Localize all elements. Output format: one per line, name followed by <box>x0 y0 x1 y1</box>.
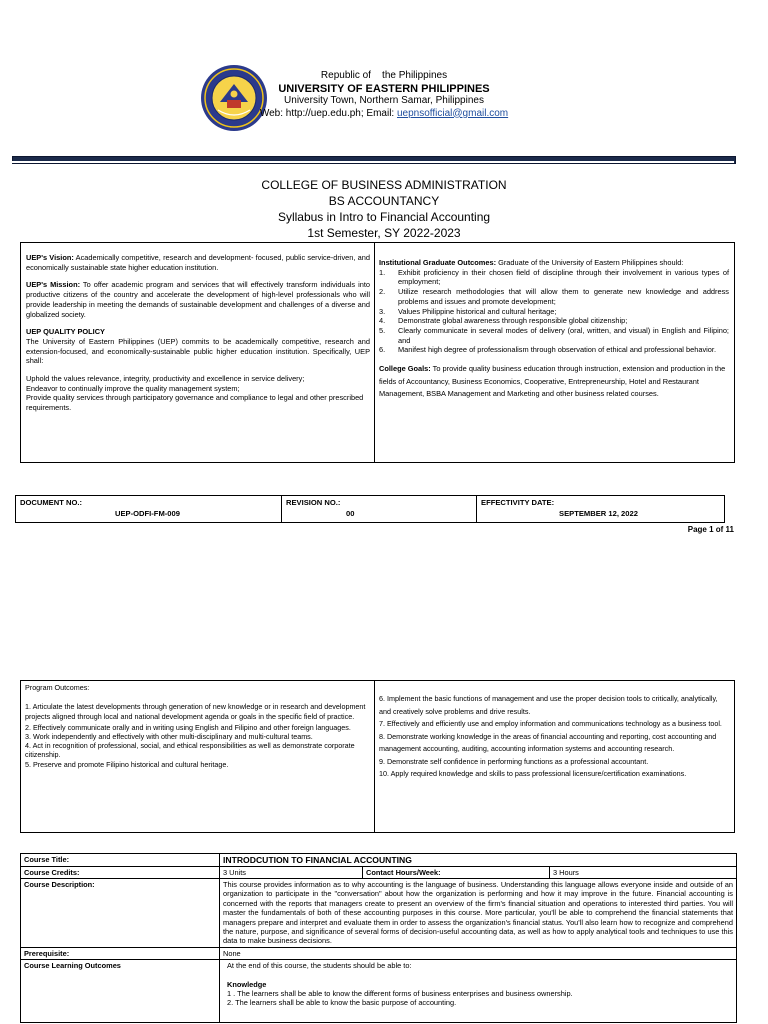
page-prefix: Page <box>687 525 710 534</box>
prerequisite-value: None <box>220 947 737 959</box>
program-outcomes-table <box>20 680 735 833</box>
program-outcome-item: 8. Demonstrate working knowledge in the areas of financial accounting and reporting, cost accounting and management accounting, auditing, accounting information systems and accounting research. <box>379 731 717 753</box>
item-text: Demonstrate global awareness through responsible global citizenship; <box>398 316 628 326</box>
program-outcome-item: 4. Act in recognition of professional, social, and ethical responsibilities as well as demonstrate corporate citizenship. <box>25 740 355 759</box>
vision-mission-table <box>20 242 735 463</box>
table-row <box>21 959 737 1022</box>
graduate-outcomes-intro <box>379 258 729 268</box>
item-number: 2. <box>379 287 386 297</box>
college-goals-paragraph <box>379 363 729 401</box>
college-title: COLLEGE OF BUSINESS ADMINISTRATION <box>261 178 507 192</box>
table-row <box>21 867 737 879</box>
university-header <box>0 70 768 120</box>
program-outcome-item: 7. Effectively and efficiently use and employ information and communications technology as a business tool. <box>379 719 722 728</box>
program-title: BS ACCOUNTANCY <box>328 194 440 208</box>
document-number-cell <box>16 496 282 522</box>
prerequisite-label: Prerequisite: <box>21 947 220 959</box>
item-text: Utilize research methodologies that will allow them to generate new knowledge and address problems and issues and promote development; <box>398 287 729 306</box>
course-description-label: Course Description: <box>21 879 220 948</box>
course-credits-value: 3 Units <box>220 867 363 879</box>
quality-policy-text: The University of Eastern Philippines (UEP) commits to be academically competitive, research and extension-focused, and economically-sustainable public higher education institution. Specifically, UEP shall: <box>26 336 370 366</box>
program-outcome-item: 6. Implement the basic functions of management and use the proper decision tools to critically, analytically, and creatively solve problems and drive results. <box>379 694 718 716</box>
program-outcomes-label: Program Outcomes: <box>25 683 90 692</box>
item-number: 6. <box>379 345 386 355</box>
list-item <box>379 307 729 317</box>
program-outcome-item: 9. Demonstrate self confidence in performing functions as a professional accountant. <box>379 756 649 766</box>
syllabus-titles <box>0 177 768 241</box>
effectivity-date-cell <box>477 496 724 522</box>
mission-label: UEP's Mission: <box>26 280 81 290</box>
program-outcome-item: 5. Preserve and promote Filipino historical and cultural heritage. <box>25 759 229 769</box>
revision-number-cell <box>282 496 477 522</box>
graduate-outcomes-intro-text: Graduate of the University of Eastern Philippines should: <box>496 258 684 267</box>
item-text: Exhibit proficiency in their chosen field of discipline through their involvement in various types of employment; <box>398 267 729 287</box>
course-credits-label: Course Credits: <box>21 867 220 879</box>
page-number <box>688 525 734 534</box>
course-title-label: Course Title: <box>21 854 220 867</box>
item-number: 4. <box>379 316 386 326</box>
program-outcome-item: 10. Apply required knowledge and skills to pass professional licensure/certification examinations. <box>379 769 687 778</box>
republic-line: Republic of the Philippines <box>320 70 448 81</box>
mission-paragraph <box>26 280 370 319</box>
document-number-label: DOCUMENT NO.: <box>20 498 83 507</box>
header-divider-gap <box>12 161 734 163</box>
effectivity-date-label: EFFECTIVITY DATE: <box>481 498 555 507</box>
item-text: Clearly communicate in several modes of delivery (oral, written, and visual) in English and Filipino; and <box>398 325 729 345</box>
page-total: 11 <box>725 525 734 534</box>
college-goals-text: To provide quality business education through instruction, extension and production in the fields of Accountancy, Business Economics, Cooperative, Entrepreneurship, Hotel and Restaurant Management, BSBA Management and Marketing and other business related courses. <box>379 364 726 399</box>
program-outcomes-right-cell <box>376 681 734 832</box>
course-info-table <box>20 853 737 1023</box>
vision-text: Academically competitive, research and development- focused, public service-driven, and economically sustainable state higher education institution. <box>26 253 371 272</box>
vision-label: UEP's Vision: <box>26 253 74 262</box>
revision-number-value: 00 <box>346 509 355 518</box>
item-number: 3. <box>379 306 386 316</box>
course-learning-outcomes-label: Course Learning Outcomes <box>21 959 220 1022</box>
graduate-outcomes-cell <box>376 243 734 462</box>
college-goals-label: College Goals: <box>379 364 431 374</box>
effectivity-date-value: SEPTEMBER 12, 2022 <box>559 509 638 518</box>
syllabus-title: Syllabus in Intro to Financial Accounting <box>277 210 491 224</box>
program-outcome-item: 3. Work independently and effectively with other multi-disciplinary and multi-cultural teams. <box>25 731 313 741</box>
table-row <box>21 947 737 959</box>
university-address: University Town, Northern Samar, Philippines <box>284 95 484 106</box>
knowledge-item: 2. The learners shall be able to know the basic purpose of accounting. <box>227 997 457 1007</box>
item-text: Values Philippine historical and cultural heritage; <box>398 306 557 316</box>
policy-item: Provide quality services through participatory governance and compliance to legal and other prescribed requirements. <box>26 393 364 413</box>
item-text: Manifest high degree of professionalism through observation of ethical and professional behavior. <box>398 345 716 355</box>
document-control-table <box>15 495 725 523</box>
page-current: 1 <box>709 525 714 534</box>
web-label: Web: http://uep.edu.ph; Email: <box>259 107 397 119</box>
vision-mission-cell <box>21 243 375 462</box>
program-outcomes-left-cell <box>21 681 375 832</box>
item-number: 5. <box>379 325 386 335</box>
contact-hours-value: 3 Hours <box>550 867 737 879</box>
list-item <box>379 268 729 287</box>
knowledge-label: Knowledge <box>227 979 267 989</box>
table-row <box>21 854 737 867</box>
vision-paragraph <box>26 253 370 272</box>
knowledge-item: 1 . The learners shall be able to know the different forms of business enterprises and business ownership. <box>227 988 573 998</box>
course-description-value: This course provides information as to why accounting is the language of business. Understanding this language allows everyone inside and outside of an organization to participate in the "conversation" about how the organization is performing and how it may improve in the future. Financial accounting is concerned with the reports that managers create to present an overview of the firm's financial situation and operations to interested third parties. You will master the fundamentals of both of these accounting purposes in this course. More particular, you'll be able to comprehend the financial statements that managers prepare and interpret and evaluate them in order to assess the organization's financial status. You'll also learn how to recognize and comprehend the nature, purpose, and significance of several forms of decision-useful accounting data, as well as how to apply analytical tools and techniques to use this data to make business decisions. <box>220 879 737 948</box>
list-item <box>379 326 729 345</box>
policy-item: Uphold the values relevance, integrity, productivity and excellence in service delivery; <box>26 374 305 384</box>
item-number: 1. <box>379 267 386 277</box>
course-title-value: INTRODCUTION TO FINANCIAL ACCOUNTING <box>220 854 737 867</box>
university-name: UNIVERSITY OF EASTERN PHILIPPINES <box>278 82 490 95</box>
web-email-line <box>0 108 768 121</box>
contact-hours-label: Contact Hours/Week: <box>363 867 550 879</box>
email-link[interactable]: uepnsofficial@gmail.com <box>396 107 509 119</box>
program-outcome-item: 1. Articulate the latest developments through generation of new knowledge or in research and development projects aligned through local and national development agenda or goals in the specific field of practice. <box>25 701 366 722</box>
revision-number-label: REVISION NO.: <box>286 498 341 507</box>
graduate-outcomes-label: Institutional Graduate Outcomes: <box>379 258 497 267</box>
mission-text: To offer academic program and services that will effectively transform individuals into productive citizens of the country and accelerate the development of high-level professionals who will provide leadership in meeting the demands of sustainable development and challenges of a diverse and globalized society. <box>26 280 370 319</box>
list-item <box>379 316 729 326</box>
quality-policy-label: UEP QUALITY POLICY <box>26 327 105 337</box>
semester-title: 1st Semester, SY 2022-2023 <box>307 226 461 240</box>
program-outcome-item: 2. Effectively communicate orally and in writing using English and Filipino and other foreign languages. <box>25 722 351 732</box>
list-item <box>379 287 729 306</box>
graduate-outcomes-list <box>379 268 729 355</box>
list-item <box>379 345 729 355</box>
course-learning-outcomes-cell <box>220 959 737 1022</box>
table-row <box>21 879 737 948</box>
clo-intro: At the end of this course, the students should be able to: <box>227 960 412 970</box>
document-number-value: UEP-ODFI-FM-009 <box>115 509 180 518</box>
policy-item: Endeavor to continually improve the quality management system; <box>26 383 240 393</box>
page-of: of <box>713 525 726 534</box>
